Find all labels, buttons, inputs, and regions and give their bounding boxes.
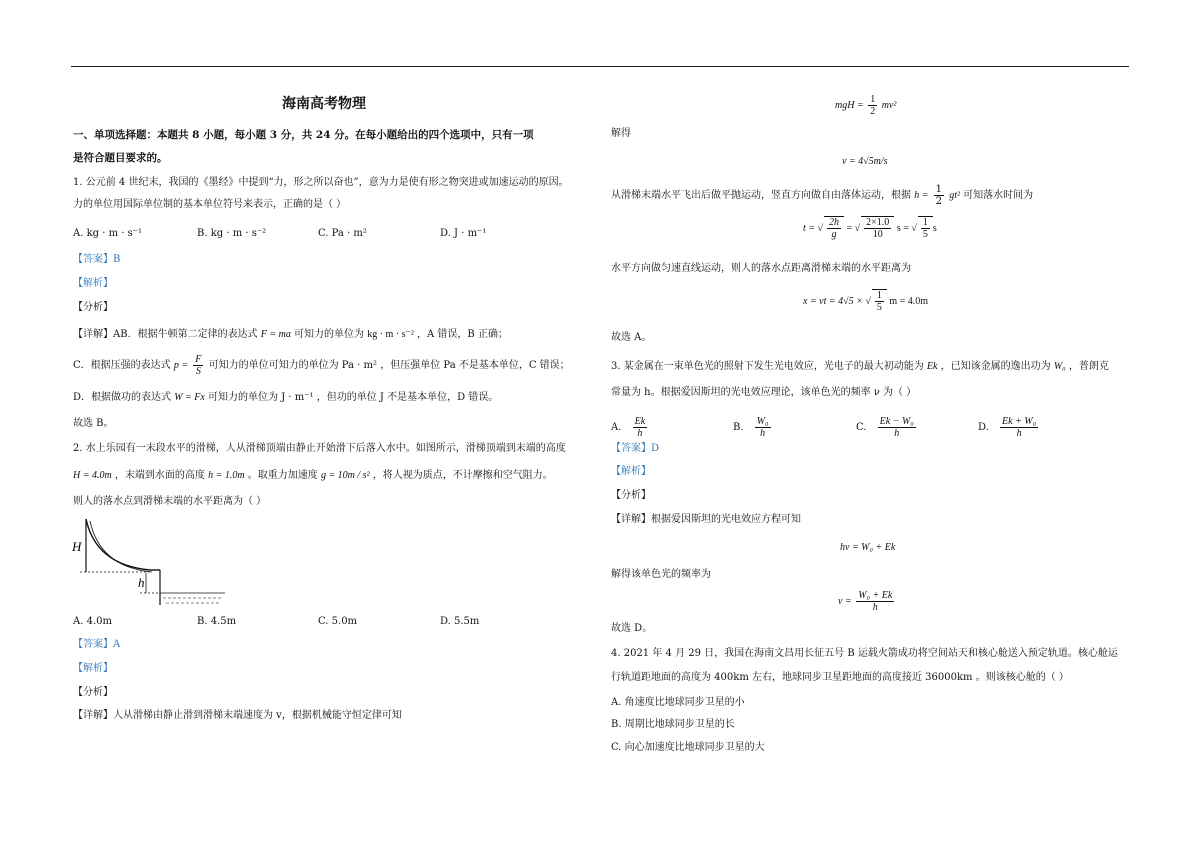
q2-option-c: C. 5.0m <box>318 616 358 627</box>
q1-detail3-c: ，但功的单位 J 不是基本单位，D 错误。 <box>316 392 499 403</box>
q3-optB-frac <box>755 416 771 439</box>
q3-option-d <box>978 416 1040 439</box>
q2-eq4-d: 5 <box>876 302 882 313</box>
q1-detail1-formula: F = ma <box>260 329 291 340</box>
q2-eq3-frac2 <box>864 217 891 240</box>
q2-eq3-n3: 1 <box>922 217 928 228</box>
q2-eq1-fraction <box>868 94 877 117</box>
q2-fenxi: 【分析】 <box>73 687 113 698</box>
q4-option-c: C. 向心加速度比地球同步卫星的大 <box>611 742 765 753</box>
q2-stem2-d: 。取重力加速度 <box>247 470 318 481</box>
q3-text2: 解得该单色光的频率为 <box>611 569 711 580</box>
q1-detail1-a: 【详解】AB．根据牛顿第二定律的表达式 <box>73 329 258 340</box>
q3-eq2-num: W₀ + Ek <box>858 590 893 601</box>
q2-fall-text <box>611 184 1033 207</box>
q1-option-d: D. J · m⁻¹ <box>440 228 487 239</box>
q3-optA-num: Ek <box>634 416 646 427</box>
q3-eq2-frac <box>856 590 894 613</box>
fig-label-H: H <box>72 539 82 554</box>
section-header-line2: 是符合题目要求的。 <box>73 152 168 164</box>
q3-stem1-c: ，普朗克 <box>1068 361 1109 372</box>
q3-optD-frac <box>1000 416 1038 439</box>
q1-detail2-den: S <box>195 366 201 377</box>
q1-detail2-formula: p = <box>173 360 189 371</box>
q2-stem-line1: 2. 水上乐园有一末段水平的滑梯，人从滑梯顶端由静止开始滑下后落入水中。如图所示，滑梯顶端到末端的高度 <box>73 443 566 454</box>
q1-detail-line3 <box>73 392 498 404</box>
q2-fall-den: 2 <box>935 196 942 207</box>
q1-detail2-num: F <box>195 354 202 365</box>
q1-detail2-a: C．根据压强的表达式 <box>73 360 171 371</box>
q1-detail1-c: ，A 错误，B 正确； <box>417 329 508 340</box>
q2-fall-a: 从滑梯末端水平飞出后做平抛运动，竖直方向做自由落体运动，根据 <box>611 190 911 201</box>
q2-stem2-f: ，将人视为质点，不计摩擦和空气阻力。 <box>372 470 553 481</box>
q3-option-a <box>611 416 649 439</box>
q1-detail2-c: ，但压强单位 Pa 不是基本单位，C 错误； <box>380 360 570 371</box>
q2-eq3-frac1 <box>827 217 841 240</box>
q2-eq3-n2: 2×1.0 <box>866 217 890 228</box>
q2-eq4-frac <box>875 290 884 313</box>
q2-eq3-d3: 5 <box>922 229 928 240</box>
q2-jiexi: 【解析】 <box>73 663 113 674</box>
q2-eq3-eq: = <box>846 222 853 234</box>
q2-option-a: A. 4.0m <box>73 616 112 627</box>
q1-detail-line2 <box>73 354 570 377</box>
q2-conclusion: 故选 A。 <box>611 332 652 343</box>
fig-label-h: h <box>138 575 145 590</box>
q2-eq3-t: t = <box>803 222 816 234</box>
q3-optA-label: A. <box>611 422 622 433</box>
q1-detail3-formula: W = Fx <box>174 392 205 403</box>
q2-fall-num: 1 <box>935 184 942 195</box>
q3-option-b <box>733 416 773 439</box>
q3-stem1-a: 3. 某金属在一束单色光的照射下发生光电效应，光电子的最大初动能为 <box>611 361 924 372</box>
q1-detail-line1 <box>73 329 508 341</box>
q1-option-b: B. kg · m · s⁻² <box>197 228 267 239</box>
q2-jiede: 解得 <box>611 128 631 139</box>
q2-eq3: t = √ $\frac{2h}{g}$ = √ $\frac{2\times 1.0}{10}$ s = √ $\frac{1}{5}$ s <box>803 217 937 240</box>
q3-answer: 【答案】D <box>611 443 660 454</box>
q2-fall-b: 可知落水时间为 <box>963 190 1034 201</box>
q3-optA-frac <box>633 416 648 439</box>
q1-detail1-b: 可知力的单位为 <box>294 329 365 340</box>
q3-optC-den: h <box>894 428 900 439</box>
q2-slide-figure <box>70 515 230 610</box>
q3-fenxi: 【分析】 <box>611 490 651 501</box>
q1-stem-line2: 力的单位用国际单位制的基本单位符号来表示，正确的是（ ） <box>73 199 347 210</box>
q2-eq3-s: s = <box>896 222 909 234</box>
q1-option-a: A. kg · m · s⁻¹ <box>73 228 143 239</box>
q2-fall-g: gt² <box>949 190 960 201</box>
q1-detail3-b: 可知力的单位为 <box>208 392 279 403</box>
q1-option-c: C. Pa · m² <box>318 228 367 239</box>
q1-stem-line1: 1. 公元前 4 世纪末，我国的《墨经》中提到“力，形之所以奋也”，意为力是使有形之物突进或加速运动的原因。 <box>73 177 569 188</box>
q3-optB-label: B. <box>733 422 744 433</box>
q3-eq2-lhs: ν = <box>838 595 852 607</box>
q3-optB-num: W₀ <box>756 416 769 427</box>
q2-eq4-b: m = 4.0m <box>889 295 929 307</box>
q2-eq1-den: 2 <box>870 106 876 117</box>
q3-optA-den: h <box>637 428 643 439</box>
q1-detail1-unit: kg · m · s⁻² <box>367 329 414 340</box>
q1-jiexi: 【解析】 <box>73 278 113 289</box>
q4-option-a: A. 角速度比地球同步卫星的小 <box>611 697 745 708</box>
q2-stem2-b: ，末端到水面的高度 <box>114 470 205 481</box>
q2-option-b: B. 4.5m <box>197 616 237 627</box>
q2-H-value: H = 4.0m <box>73 470 112 481</box>
q1-fenxi: 【分析】 <box>73 302 113 313</box>
q2-eq1 <box>835 94 896 117</box>
q2-fall-formula: h = <box>914 190 929 201</box>
q3-optD-den: h <box>1016 428 1022 439</box>
q2-stem-line2 <box>73 470 553 482</box>
q3-optC-num: Ek − W₀ <box>879 416 914 427</box>
header-rule <box>71 66 1129 67</box>
q2-answer: 【答案】A <box>73 639 121 650</box>
q3-optC-label: C. <box>856 422 867 433</box>
q2-eq2: v = 4√5m/s <box>842 156 888 167</box>
q2-eq4-n: 1 <box>876 290 882 301</box>
q2-g-value: g = 10m / s² <box>320 470 370 481</box>
q3-eq2-den: h <box>872 602 878 613</box>
q3-eq1: hν = W₀ + Ek <box>840 542 896 553</box>
q2-fall-fraction <box>934 184 944 207</box>
q2-eq1-num: 1 <box>870 94 876 105</box>
q3-conclusion: 故选 D。 <box>611 623 653 634</box>
q3-stem-line1 <box>611 361 1109 373</box>
q2-eq1-rhs: mv² <box>881 99 897 111</box>
q2-eq3-n1: 2h <box>829 217 840 228</box>
q2-detail: 【详解】人从滑梯由静止滑到滑梯末端速度为 v，根据机械能守恒定律可知 <box>73 710 402 721</box>
q4-stem-line1: 4. 2021 年 4 月 29 日，我国在海南文昌用长征五号 B 运载火箭成功将空间站天和核心舱送入预定轨道。核心舱运 <box>611 648 1118 659</box>
q3-optD-label: D. <box>978 422 989 433</box>
section-header-line1: 一、单项选择题：本题共 8 小题，每小题 3 分，共 24 分。在每小题给出的四个选项中，只有一项 <box>73 129 534 141</box>
q2-h-value: h = 1.0m <box>208 470 245 481</box>
q2-eq3-unit: s <box>932 222 937 234</box>
q1-detail2-fraction <box>193 354 203 377</box>
q2-stem-line3: 则人的落水点到滑梯末端的水平距离为（ ） <box>73 496 267 507</box>
q3-jiexi: 【解析】 <box>611 466 651 477</box>
q3-eq2 <box>838 590 896 613</box>
q2-horiz-text: 水平方向做匀速直线运动，则人的落水点距离滑梯末端的水平距离为 <box>611 263 911 274</box>
q2-eq3-frac3 <box>921 217 930 240</box>
q4-option-b: B. 周期比地球同步卫星的长 <box>611 719 735 730</box>
q3-optB-den: h <box>760 428 766 439</box>
q2-eq4-a: x = vt = 4√5 × <box>803 295 863 307</box>
q1-conclusion: 故选 B。 <box>73 418 114 429</box>
q3-option-c <box>856 416 918 439</box>
q2-option-d: D. 5.5m <box>440 616 480 627</box>
q1-detail3-a: D．根据做功的表达式 <box>73 392 172 403</box>
q1-detail2-unit: Pa · m² <box>341 360 378 371</box>
q4-stem-line2: 行轨道距地面的高度为 400km 左右，地球同步卫星距地面的高度接近 36000km 。则该核心舱的（ ） <box>611 672 1069 683</box>
q1-answer: 【答案】B <box>73 254 121 265</box>
page-title: 海南高考物理 <box>282 96 366 112</box>
q3-optD-num: Ek + W₀ <box>1002 416 1037 427</box>
q3-stem1-b: ，已知该金属的逸出功为 <box>940 361 1051 372</box>
q3-stem-line2: 常量为 h。根据爱因斯坦的光电效应理论，该单色光的频率 ν 为（ ） <box>611 387 917 398</box>
q3-optC-frac <box>878 416 916 439</box>
q2-eq1-lhs: mgH = <box>835 99 864 111</box>
q2-eq3-d1: g <box>831 229 837 240</box>
q1-detail3-unit: J · m⁻¹ <box>281 392 314 403</box>
q3-stem1-ek: Ek <box>926 361 938 372</box>
q3-stem1-w: W₀ <box>1053 361 1066 372</box>
q2-eq3-d2: 10 <box>872 229 883 240</box>
q3-detail: 【详解】根据爱因斯坦的光电效应方程可知 <box>611 514 801 525</box>
q2-eq4: x = vt = 4√5 × √ $\frac{1}{5}$ m = 4.0m <box>803 290 929 313</box>
q1-detail2-b: 可知力的单位可知力的单位为 <box>208 360 339 371</box>
